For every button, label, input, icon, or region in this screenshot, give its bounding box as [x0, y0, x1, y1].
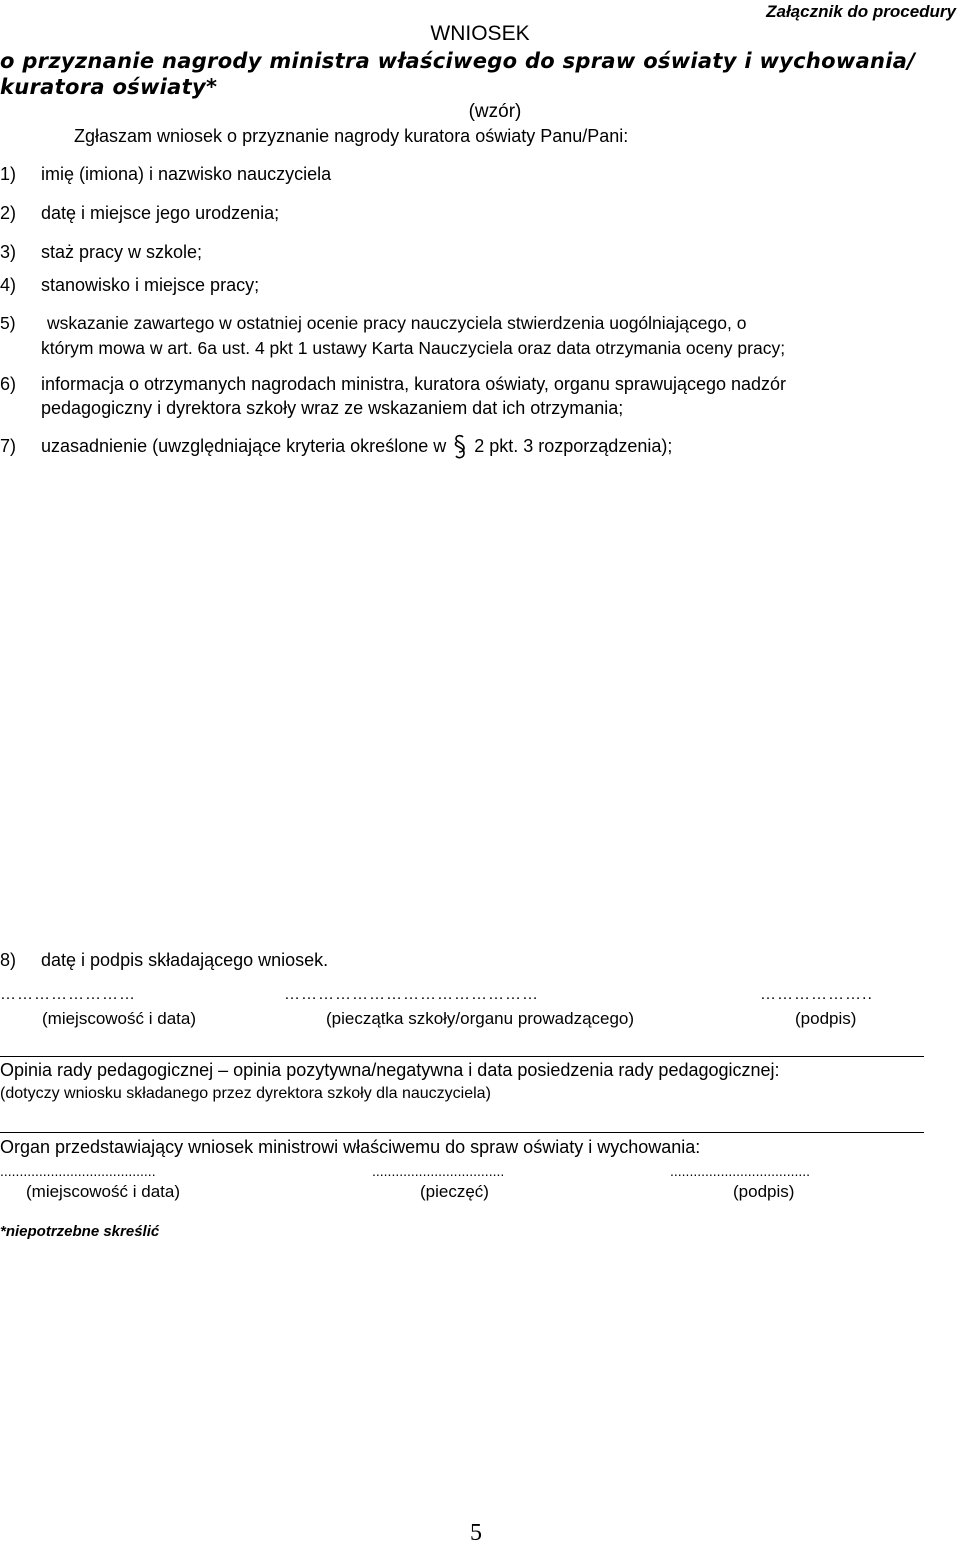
organ-label-place-date: (miejscowość i data) — [26, 1182, 180, 1201]
item-number: 4) — [0, 275, 17, 295]
item-text-line1: informacja o otrzymanych nagrodach ministra, kuratora oświaty, organu sprawującego nadzór — [41, 374, 787, 394]
signature-dots-signature: ……………….. — [760, 986, 873, 1003]
organ-label-signature: (podpis) — [733, 1182, 795, 1201]
item-text: imię (imiona) i nazwisko nauczyciela — [41, 164, 332, 184]
list-item — [0, 434, 672, 460]
organ-dots-signature: .................................... — [670, 1163, 811, 1179]
divider-line — [0, 1056, 924, 1057]
list-item — [0, 313, 746, 334]
footnote: *niepotrzebne skreślić — [0, 1223, 160, 1240]
item-text-line1: wskazanie zawartego w ostatniej ocenie pracy nauczyciela stwierdzenia uogólniającego, o — [47, 313, 747, 333]
item-text-line2: pedagogiczny i dyrektora szkoły wraz ze wskazaniem dat ich otrzymania; — [41, 398, 624, 418]
divider-line — [0, 1132, 924, 1133]
opinion-subtitle: (dotyczy wniosku składanego przez dyrektora szkoły dla nauczyciela) — [0, 1085, 491, 1102]
intro-text: Zgłaszam wniosek o przyznanie nagrody kuratora oświaty Panu/Pani: — [74, 126, 629, 146]
item-text: stanowisko i miejsce pracy; — [41, 275, 260, 295]
list-item — [0, 203, 279, 224]
item-text: datę i podpis składającego wniosek. — [41, 950, 329, 970]
page-number: 5 — [470, 1520, 482, 1546]
item-text: staż pracy w szkole; — [41, 242, 203, 262]
organ-dots-stamp: .................................. — [372, 1163, 505, 1179]
list-item — [0, 275, 259, 296]
item-number: 1) — [0, 164, 17, 184]
label-place-date: (miejscowość i data) — [42, 1009, 196, 1028]
annex-label: Załącznik do procedury — [766, 2, 956, 21]
item-number: 6) — [0, 374, 17, 394]
item-text: datę i miejsce jego urodzenia; — [41, 203, 280, 223]
organ-title: Organ przedstawiający wniosek ministrowi właściwemu do spraw oświaty i wychowania: — [0, 1137, 701, 1157]
organ-label-stamp: (pieczęć) — [420, 1182, 489, 1201]
item-number: 2) — [0, 203, 17, 223]
item-text-before: uzasadnienie (uwzględniające kryteria określone w — [41, 436, 447, 456]
item-text-after: 2 pkt. 3 rozporządzenia); — [474, 436, 673, 456]
template-label: (wzór) — [468, 101, 522, 122]
list-item — [0, 374, 786, 395]
document-title: WNIOSEK — [430, 22, 530, 45]
item-number: 5) — [0, 313, 16, 333]
item-number: 3) — [0, 242, 17, 262]
section-sign-icon — [452, 434, 468, 460]
item-number: 7) — [0, 436, 17, 456]
item-text-line2: którym mowa w art. 6a ust. 4 pkt 1 ustawy Karta Nauczyciela oraz data otrzymania oceny pracy; — [41, 338, 786, 358]
opinion-title: Opinia rady pedagogicznej – opinia pozytywna/negatywna i data posiedzenia rady pedagogicznej: — [0, 1060, 780, 1080]
organ-dots-place-date: ........................................ — [0, 1163, 156, 1179]
list-item — [0, 164, 331, 185]
label-signature: (podpis) — [795, 1009, 857, 1028]
list-item — [0, 242, 202, 263]
item-number: 8) — [0, 950, 17, 970]
list-item — [0, 950, 328, 971]
signature-dots-place-date: …………………… — [0, 986, 136, 1003]
label-stamp: (pieczątka szkoły/organu prowadzącego) — [326, 1009, 635, 1028]
signature-dots-stamp: ……………………………………… — [284, 986, 539, 1003]
document-subtitle: o przyznanie nagrody ministra właściwego do spraw oświaty i wychowania/ kuratora oświaty* — [0, 49, 916, 99]
